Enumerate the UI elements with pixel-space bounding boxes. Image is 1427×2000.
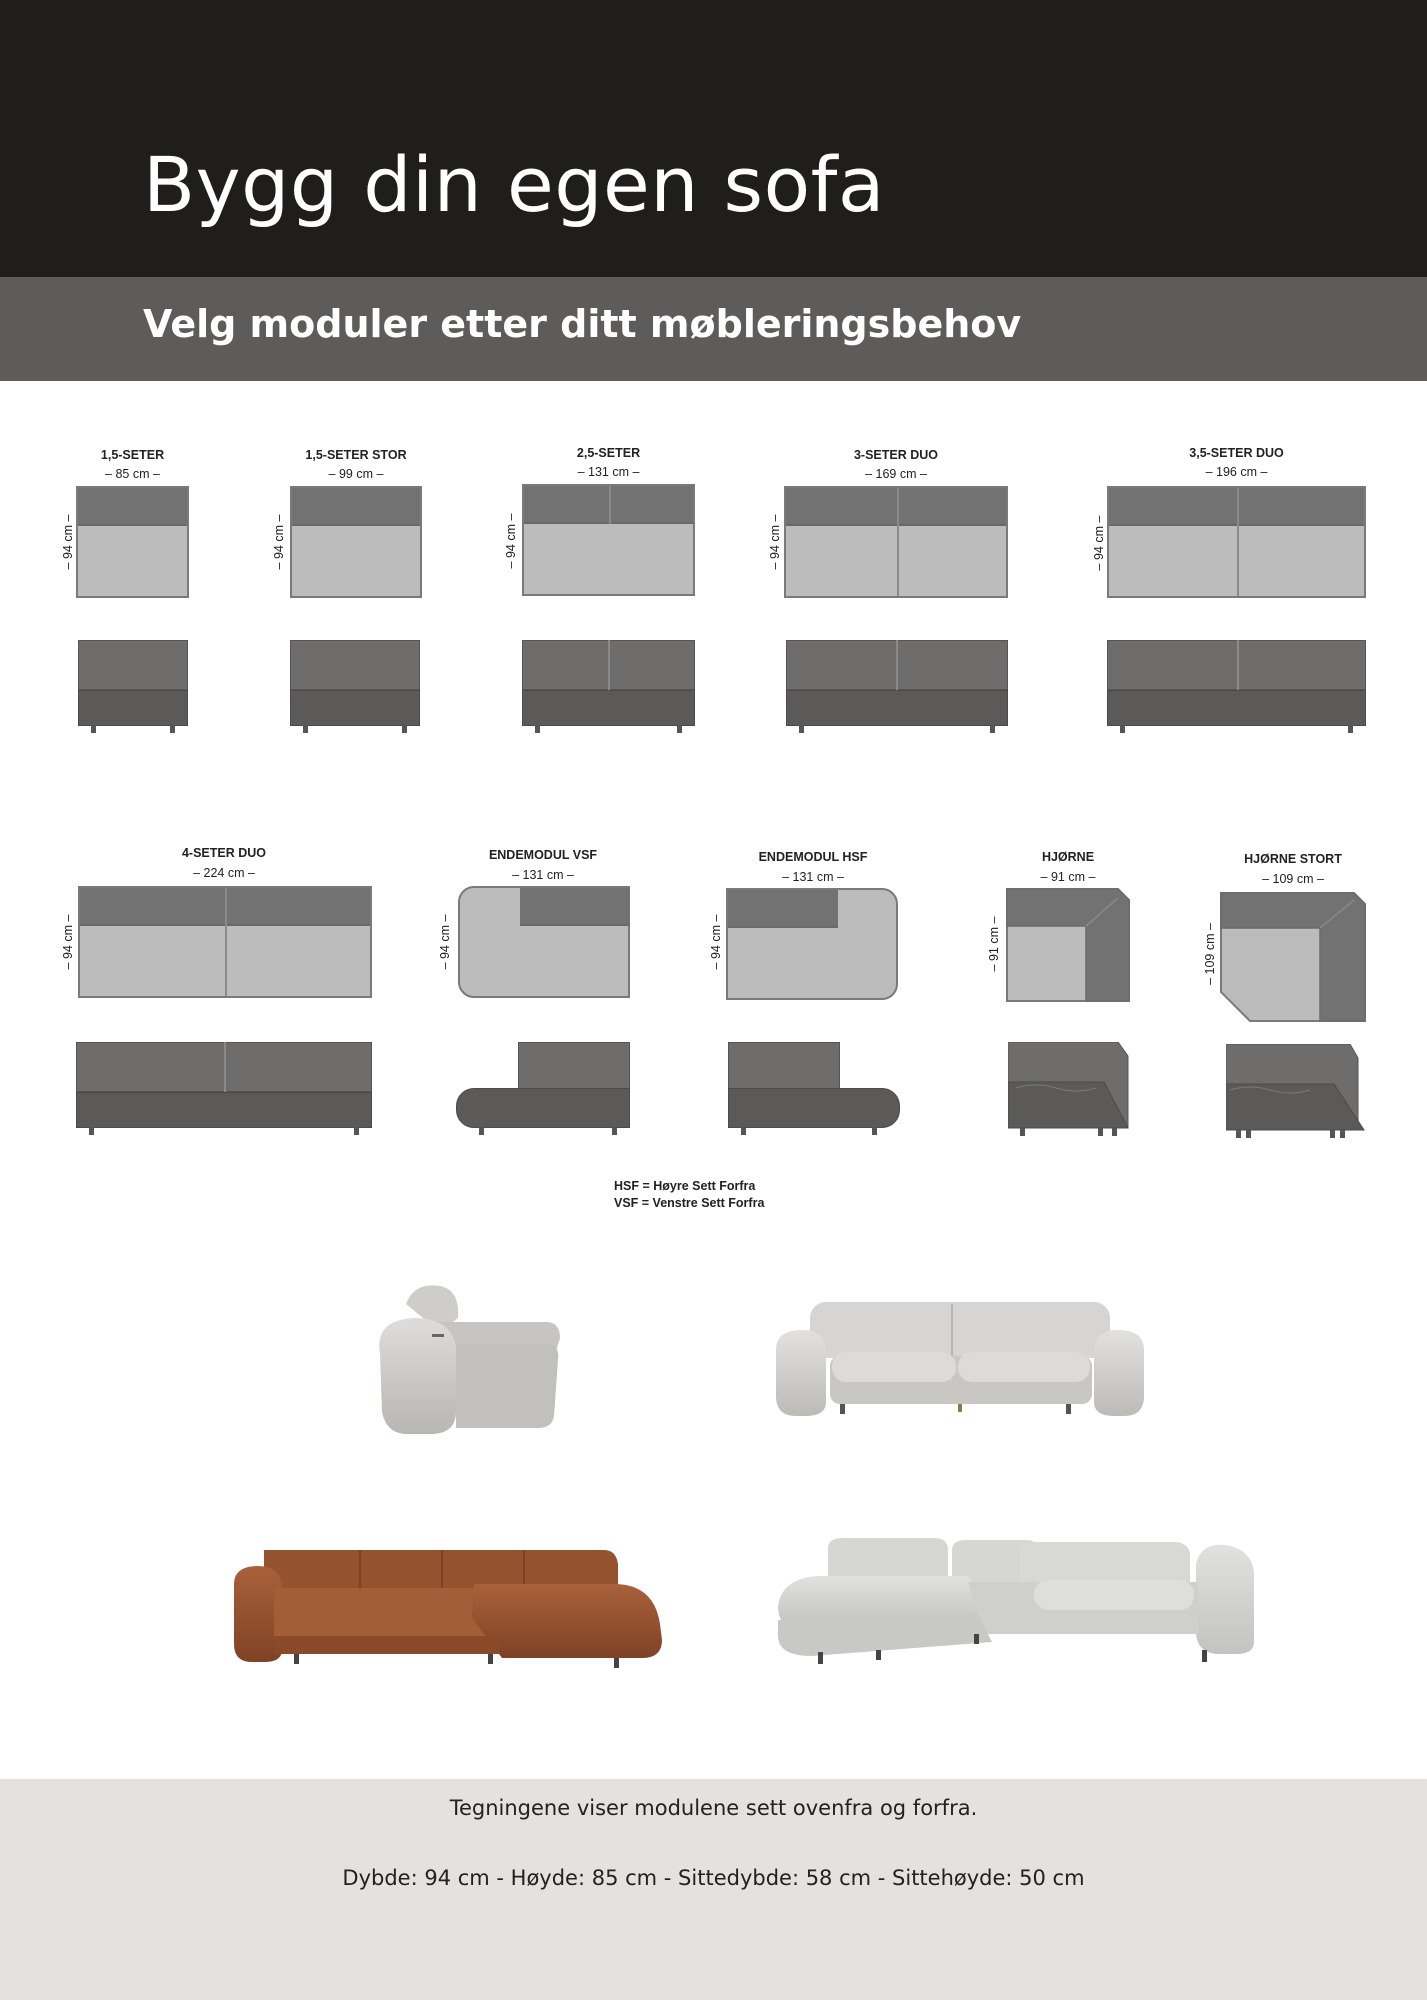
module-hjorne xyxy=(1006,850,1130,1140)
module-4-seter-duo xyxy=(76,846,372,1136)
module-name: ENDEMODUL VSF xyxy=(488,848,598,862)
module-front-view xyxy=(522,640,695,728)
module-1-5-seter xyxy=(76,446,189,736)
module-top-view xyxy=(1107,486,1366,598)
page-title: Bygg din egen sofa xyxy=(143,140,885,229)
module-front-view xyxy=(456,1042,630,1130)
module-width: – 169 cm – xyxy=(865,467,927,481)
module-endemodul-vsf xyxy=(456,848,630,1138)
module-width: – 109 cm – xyxy=(1262,872,1324,886)
module-width: – 85 cm – xyxy=(105,467,160,481)
module-depth: – 94 cm – xyxy=(709,914,723,970)
module-name: HJØRNE xyxy=(1041,850,1095,864)
page-subtitle: Velg moduler etter ditt møbleringsbehov xyxy=(143,302,1022,346)
module-depth: – 94 cm – xyxy=(272,514,286,570)
module-depth: – 94 cm – xyxy=(61,914,75,970)
module-top-view xyxy=(78,886,372,998)
module-endemodul-hsf xyxy=(726,850,900,1140)
module-depth: – 94 cm – xyxy=(504,513,518,569)
sofa-photo-corner-grey xyxy=(778,1534,1256,1670)
module-depth: – 94 cm – xyxy=(61,514,75,570)
module-top-view xyxy=(1006,888,1130,1002)
module-depth: – 91 cm – xyxy=(987,916,1001,972)
module-front-view xyxy=(76,1042,372,1130)
module-top-view xyxy=(290,486,422,598)
sofa-photo-front xyxy=(776,1300,1144,1422)
module-name: 4-SETER DUO xyxy=(181,846,267,860)
legend-vsf: VSF = Venstre Sett Forfra xyxy=(614,1196,765,1210)
module-top-view xyxy=(1220,892,1366,1022)
module-width: – 224 cm – xyxy=(193,866,255,880)
module-top-view xyxy=(522,484,695,596)
module-name: 3-SETER DUO xyxy=(853,448,939,462)
module-front-view xyxy=(1107,640,1366,728)
module-name: 1,5-SETER xyxy=(100,448,165,462)
header-band xyxy=(0,0,1427,277)
module-front-view xyxy=(786,640,1008,728)
module-width: – 131 cm – xyxy=(512,868,574,882)
footer-note: Tegningene viser modulene sett ovenfra og forfra. xyxy=(449,1796,978,1820)
module-3-seter-duo xyxy=(784,446,1008,736)
module-name: 1,5-SETER STOR xyxy=(305,448,407,462)
module-name: 3,5-SETER DUO xyxy=(1189,446,1284,460)
module-depth: – 109 cm – xyxy=(1203,923,1217,985)
module-width: – 131 cm – xyxy=(782,870,844,884)
sofa-photo-corner-brown xyxy=(234,1540,662,1674)
footer-dimensions: Dybde: 94 cm - Høyde: 85 cm - Sittedybde: 58 cm - Sittehøyde: 50 cm xyxy=(342,1866,1085,1890)
legend-hsf: HSF = Høyre Sett Forfra xyxy=(614,1179,756,1193)
sofa-photo-side xyxy=(376,1282,562,1438)
module-width: – 99 cm – xyxy=(328,467,384,481)
module-top-view xyxy=(726,888,898,1000)
module-2-5-seter xyxy=(522,444,695,736)
module-name: ENDEMODUL HSF xyxy=(758,850,868,864)
module-hjorne-stort xyxy=(1220,852,1366,1142)
legend xyxy=(614,1178,764,1212)
module-1-5-seter-stor xyxy=(290,446,422,736)
module-front-view xyxy=(728,1042,902,1130)
module-front-view xyxy=(1226,1044,1368,1142)
module-depth: – 94 cm – xyxy=(1092,515,1106,571)
module-depth: – 94 cm – xyxy=(768,514,782,570)
module-front-view xyxy=(1008,1042,1132,1138)
module-front-view xyxy=(78,640,188,728)
module-top-view xyxy=(458,886,630,998)
module-width: – 196 cm – xyxy=(1205,465,1268,479)
module-name: 2,5-SETER xyxy=(576,446,641,460)
module-top-view xyxy=(76,486,189,598)
module-name: HJØRNE STORT xyxy=(1244,852,1342,866)
module-width: – 91 cm – xyxy=(1040,870,1096,884)
module-depth: – 94 cm – xyxy=(438,914,452,970)
module-width: – 131 cm – xyxy=(577,465,640,479)
module-front-view xyxy=(290,640,420,728)
module-3-5-seter-duo xyxy=(1107,444,1366,736)
module-top-view xyxy=(784,486,1008,598)
